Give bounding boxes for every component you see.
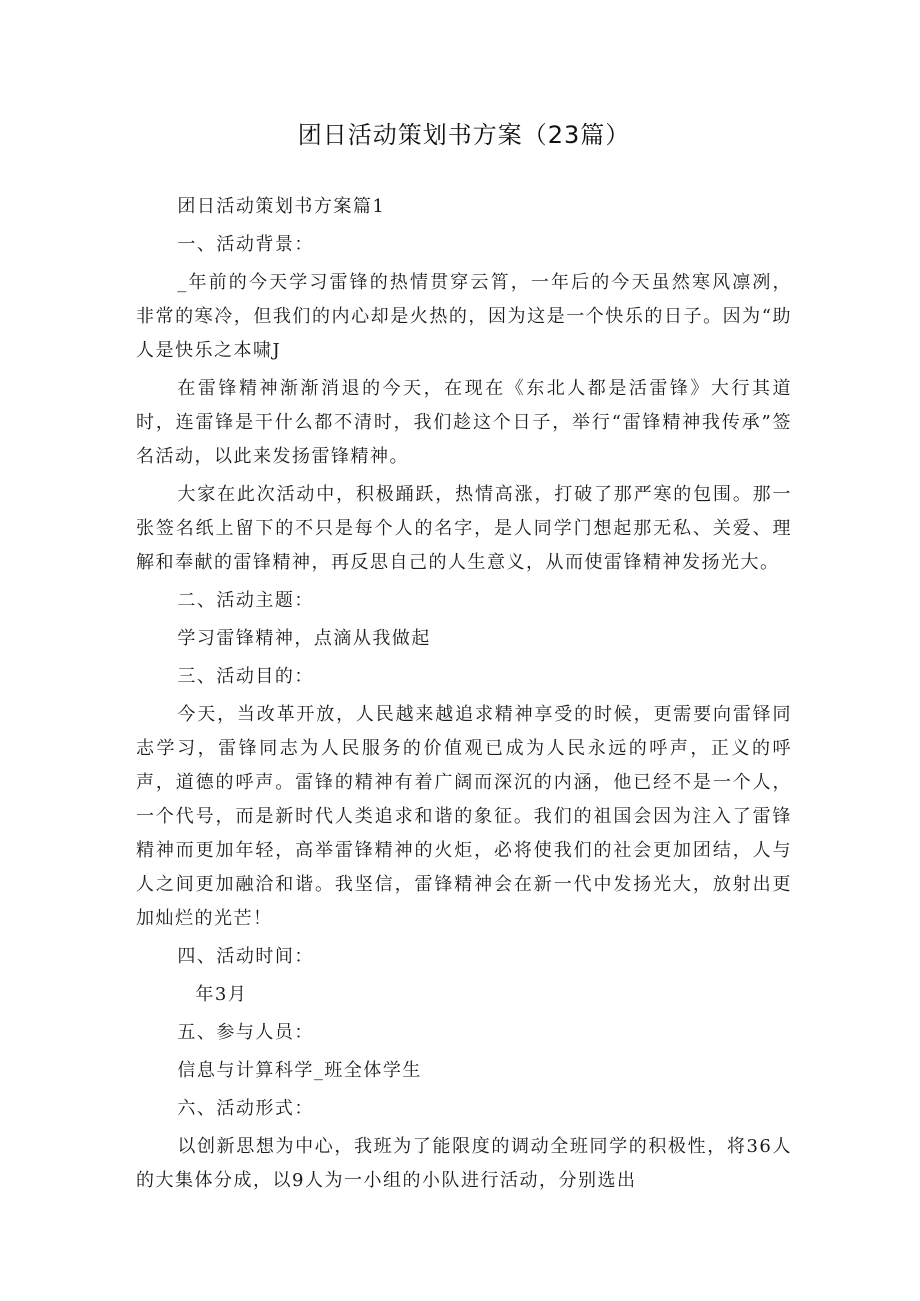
paragraph-participants: 信息与计算科学_班全体学生 [177,1060,422,1081]
heading-format: 六、活动形式： [177,1098,314,1119]
paragraph-format: 以创新思想为中心，我班为了能限度的调动全班同学的积极性，将36人的大集体分成，以9人为一小组的小队进行活动，分别选出 [136,1136,792,1191]
heading-participants: 五、参与人员： [177,1022,314,1043]
heading-time: 四、活动时间： [177,946,314,967]
paragraph-background-2: 在雷锋精神渐渐消退的今天，在现在《东北人都是活雷锋》大行其道时，连雷锋是干什么都不清时，我们趁这个日子，举行“雷锋精神我传承”签名活动，以此来发扬雷锋精神。 [136,378,792,467]
paragraph-purpose: 今天，当改革开放，人民越来越追求精神享受的时候，更需要向雷铎同志学习，雷锋同志为人民服务的价值观已成为人民永远的呼声，正义的呼声，道德的呼声。雷锋的精神有着广阔而深沉的内涵，他已经不是一个人，一个代号，而是新时代人类追求和谐的象征。我们的祖国会因为注入了雷锋精神而更加年轻，高举雷锋精神的火炬，必将使我们的社会更加团结，人与人之间更加融洽和谐。我坚信，雷锋精神会在新一代中发扬光大，放射出更加灿烂的光芒！ [136,704,792,929]
heading-theme: 二、活动主题： [177,590,314,611]
paragraph-theme: 学习雷锋精神，点滴从我做起 [177,628,431,649]
paragraph-time: 年3月 [195,984,248,1005]
heading-purpose: 三、活动目的： [177,666,314,687]
section-title: 团日活动策划书方案篇1 [177,196,386,217]
paragraph-background-3: 大家在此次活动中，积极踊跃，热情高涨，打破了那严寒的包围。那一张签名纸上留下的不只是每个人的名字，是人同学门想起那无私、关爱、理解和奉献的雷锋精神，再反思自己的人生意义，从而使雷锋精神发扬光大。 [136,484,792,573]
heading-background: 一、活动背景： [177,234,314,255]
paragraph-background-1: _年前的今天学习雷锋的热情贯穿云筲，一年后的今天虽然寒风凛冽，非常的寒冷，但我们的内心却是火热的，因为这是一个快乐的日子。因为“助人是快乐之本啸J [136,272,792,361]
document-title: 团日活动策划书方案（23篇） [297,121,631,149]
